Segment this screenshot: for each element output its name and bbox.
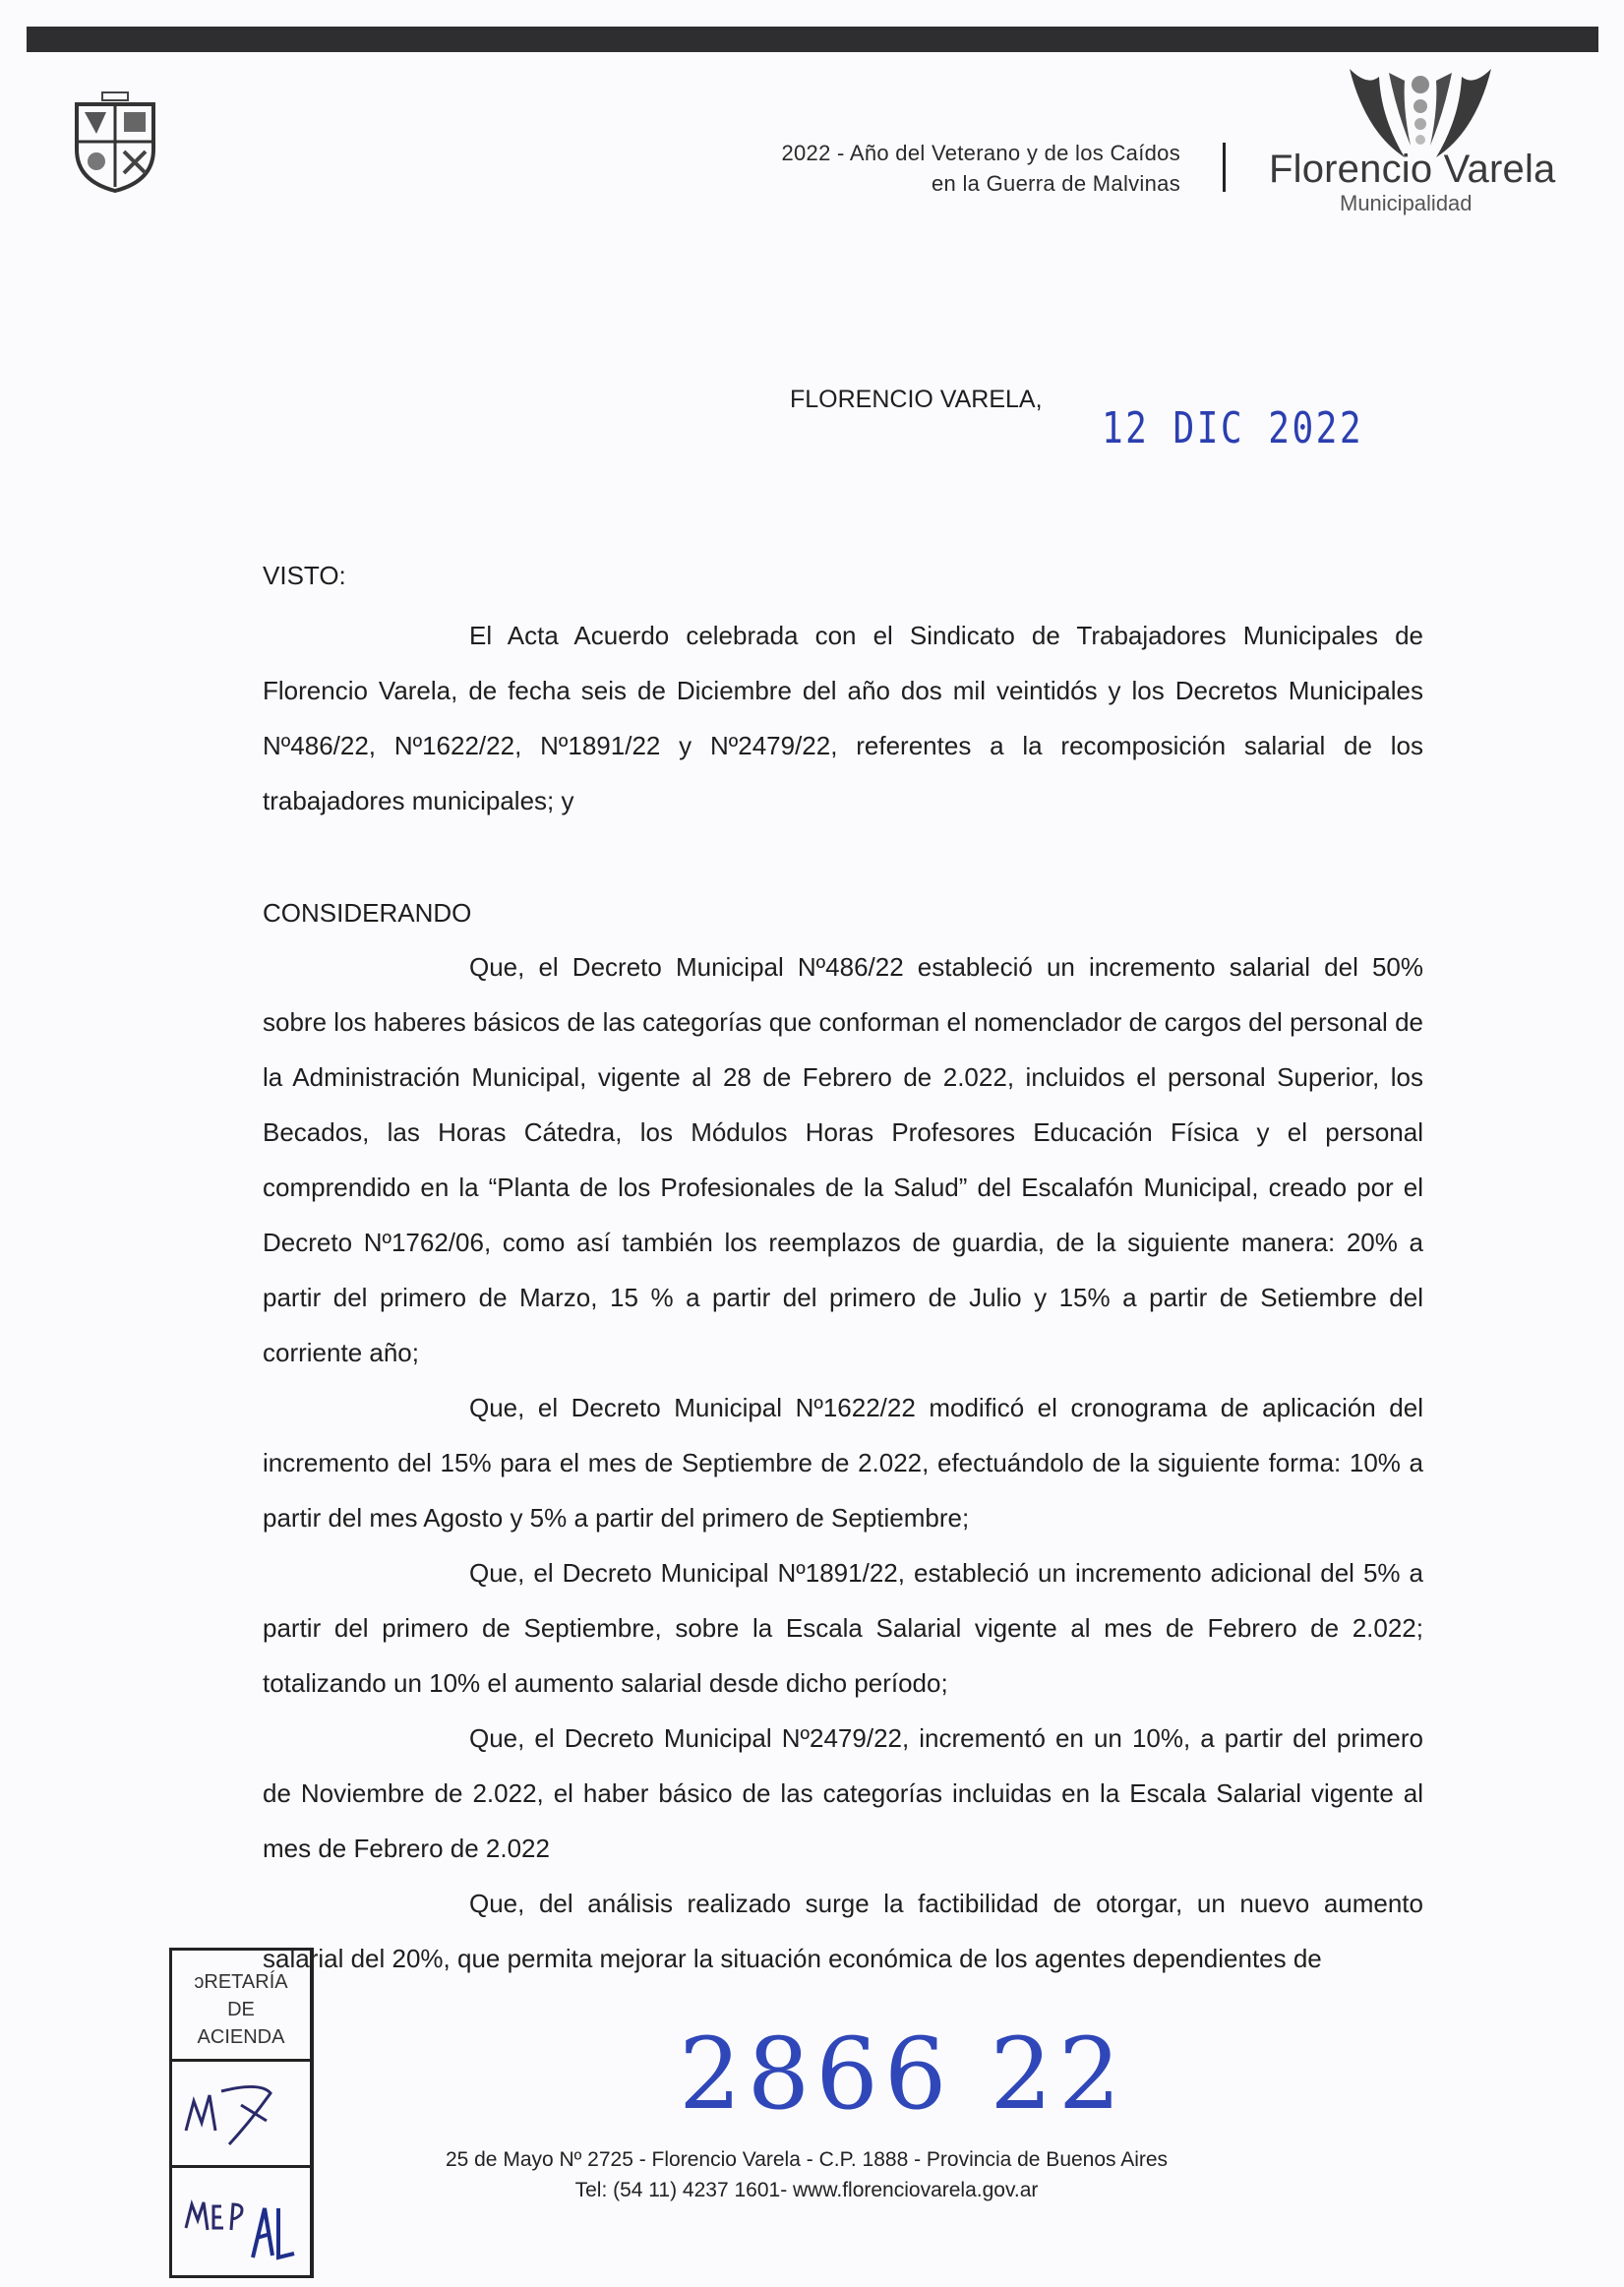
handwritten-mep-signature xyxy=(176,2169,304,2267)
considerando-paragraph-5: Que, del análisis realizado surge la factibilidad de otorgar, un nuevo aumento salarial del 20%, que permita mejorar la situación económica de los agentes dependientes de xyxy=(263,1889,1423,1973)
stamp-line-2: DE xyxy=(227,1999,255,2020)
visto-heading: VISTO: xyxy=(263,561,346,590)
brand-name: Florencio Varela xyxy=(1269,148,1556,191)
header-motto xyxy=(630,138,1180,199)
considerando-paragraph-2: Que, el Decreto Municipal Nº1622/22 modificó el cronograma de aplicación del incremento del 15% para el mes de Septiembre de 2.022, efectuándolo de la siguiente forma: 10% a partir del mes Agosto y 5% a partir del primero de Septiembre; xyxy=(263,1393,1423,1533)
footer xyxy=(374,2144,1239,2205)
header-divider xyxy=(1223,143,1226,192)
considerando-paragraph-1: Que, el Decreto Municipal Nº486/22 estableció un incremento salarial del 50% sobre los haberes básicos de las categorías que conforman el nomenclador de cargos del personal de la Administración Municipal, vigente al 28 de Febrero de 2.022, incluidos el personal Superior, los Becados, las Horas Cátedra, los Módulos Horas Profesores Educación Física y el personal comprendido en la “Planta de los Profesionales de la Salud” del Escalafón Municipal, creado por el Decreto Nº1762/06, como así también los reemplazos de guardia, de la siguiente manera: 20% a partir del primero de Marzo, 15 % a partir del primero de Julio y 15% a partir de Setiembre del corriente año; xyxy=(263,952,1423,1367)
stamp-line-1: ɔRETARÍA xyxy=(194,1971,288,1993)
document-number-stamp: 2866 22 xyxy=(679,2016,1127,2132)
stamp-text xyxy=(180,1968,302,2051)
top-border-bar xyxy=(27,27,1598,52)
motto-line-1: 2022 - Año del Veterano y de los Caídos xyxy=(781,141,1180,165)
visto-paragraph: El Acta Acuerdo celebrada con el Sindicato de Trabajadores Municipales de Florencio Varela, de fecha seis de Diciembre del año dos mil veintidós y los Decretos Municipales Nº486/22, Nº1622/22, Nº1891/22 y Nº2479/22, referentes a la recomposición salarial de los trabajadores municipales; y xyxy=(263,621,1423,815)
handwritten-initials-signature xyxy=(172,2062,300,2160)
hacienda-stamp xyxy=(169,1948,314,2278)
considerando-heading: CONSIDERANDO xyxy=(263,898,472,928)
stamp-initials-cell xyxy=(172,2062,310,2168)
stamp-title-cell xyxy=(172,1951,310,2062)
considerando-paragraph-4: Que, el Decreto Municipal Nº2479/22, incrementó en un 10%, a partir del primero de Noviembre de 2.022, el haber básico de las categorías incluidas en la Escala Salarial vigente al mes de Febrero de 2.022 xyxy=(263,1723,1423,1863)
visto-section xyxy=(263,608,1423,828)
stamp-line-3: ACIENDA xyxy=(197,2026,285,2048)
brand-subtitle: Municipalidad xyxy=(1340,191,1473,215)
footer-address: 25 de Mayo Nº 2725 - Florencio Varela - C.P. 1888 - Provincia de Buenos Aires xyxy=(445,2148,1169,2171)
motto-line-2: en la Guerra de Malvinas xyxy=(932,171,1180,196)
date-stamp: 12 DIC 2022 xyxy=(1102,403,1364,453)
considerando-section xyxy=(263,939,1423,1986)
place-label: FLORENCIO VARELA, xyxy=(790,386,1043,413)
considerando-paragraph-3: Que, el Decreto Municipal Nº1891/22, estableció un incremento adicional del 5% a partir del primero de Septiembre, sobre la Escala Salarial vigente al mes de Febrero de 2.022; totalizando un 10% el aumento salarial desde dicho período; xyxy=(263,1558,1423,1698)
footer-contact: Tel: (54 11) 4237 1601- www.florenciovarela.gov.ar xyxy=(574,2179,1039,2201)
municipal-crest-icon xyxy=(71,90,159,193)
